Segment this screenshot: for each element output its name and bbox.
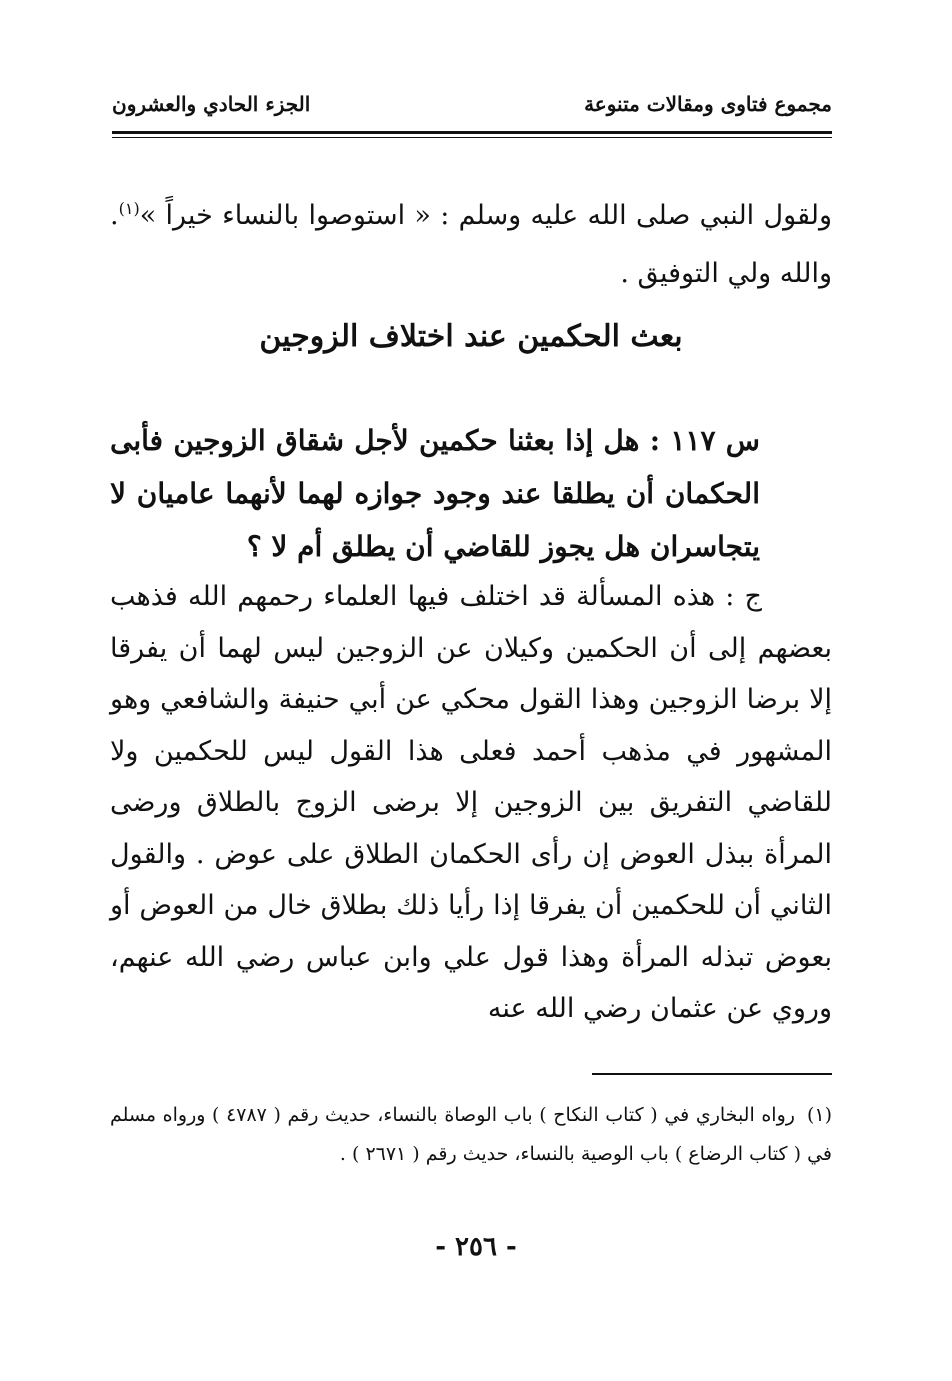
footnote-separator bbox=[592, 1073, 832, 1075]
footnote-mark: (١) bbox=[806, 1104, 832, 1126]
header-rule-thick bbox=[112, 131, 832, 134]
answer-lead: ج : هذه المسألة قد اختلف فيها العلماء رحمهم الله bbox=[188, 581, 762, 612]
page-number: - ٢٥٦ - bbox=[435, 1232, 517, 1262]
volume-title: الجزء الحادي والعشرون bbox=[112, 92, 311, 116]
book-title: مجموع فتاوى ومقالات متنوعة bbox=[584, 92, 832, 116]
footnote-text: رواه البخاري في ( كتاب النكاح ) باب الوصاة بالنساء، حديث رقم ( ٤٧٨٧ ) ورواه مسلم في ( كتاب الرضاع ) باب الوصية بالنساء، حديث رقم ( ٢٦٧١ ) . bbox=[110, 1104, 832, 1165]
intro-text: ولقول النبي صلى الله عليه وسلم : « استوصوا بالنساء خيراً » bbox=[139, 200, 832, 231]
footnote bbox=[110, 1096, 832, 1174]
header-rule-thin bbox=[112, 137, 832, 138]
answer-body: فذهب بعضهم إلى أن الحكمين وكيلان عن الزوجين ليس لهما أن يفرقا إلا برضا الزوجين وهذا القول محكي عن أبي حنيفة والشافعي وهو المشهور في مذهب أحمد فعلى هذا القول ليس للحكمين ولا للقاضي التفريق بين الزوجين إلا برضى الزوج بالطلاق ورضى المرأة ببذل العوض إن رأى الحكمان الطلاق على عوض . والقول الثاني أن للحكمين أن يفرقا إذا رأيا ذلك بطلاق خال من العوض أو بعوض تبذله المرأة وهذا قول علي وابن عباس رضي الله عنهم، وروي عن عثمان رضي الله عنه bbox=[110, 581, 832, 1024]
intro-paragraph bbox=[110, 180, 832, 303]
section-heading: بعث الحكمين عند اختلاف الزوجين bbox=[259, 319, 683, 354]
footnote-reference: (١) bbox=[118, 199, 140, 218]
answer-paragraph bbox=[110, 571, 832, 1035]
intro-closing: . والله ولي التوفيق . bbox=[110, 200, 832, 289]
question-paragraph: س ١١٧ : هل إذا بعثنا حكمين لأجل شقاق الزوجين فأبى الحكمان أن يطلقا عند وجود جوازه لهما لأنهما عاميان لا يتجاسران هل يجوز للقاضي أن يطلق أم لا ؟ bbox=[110, 424, 760, 563]
running-header bbox=[112, 92, 832, 126]
